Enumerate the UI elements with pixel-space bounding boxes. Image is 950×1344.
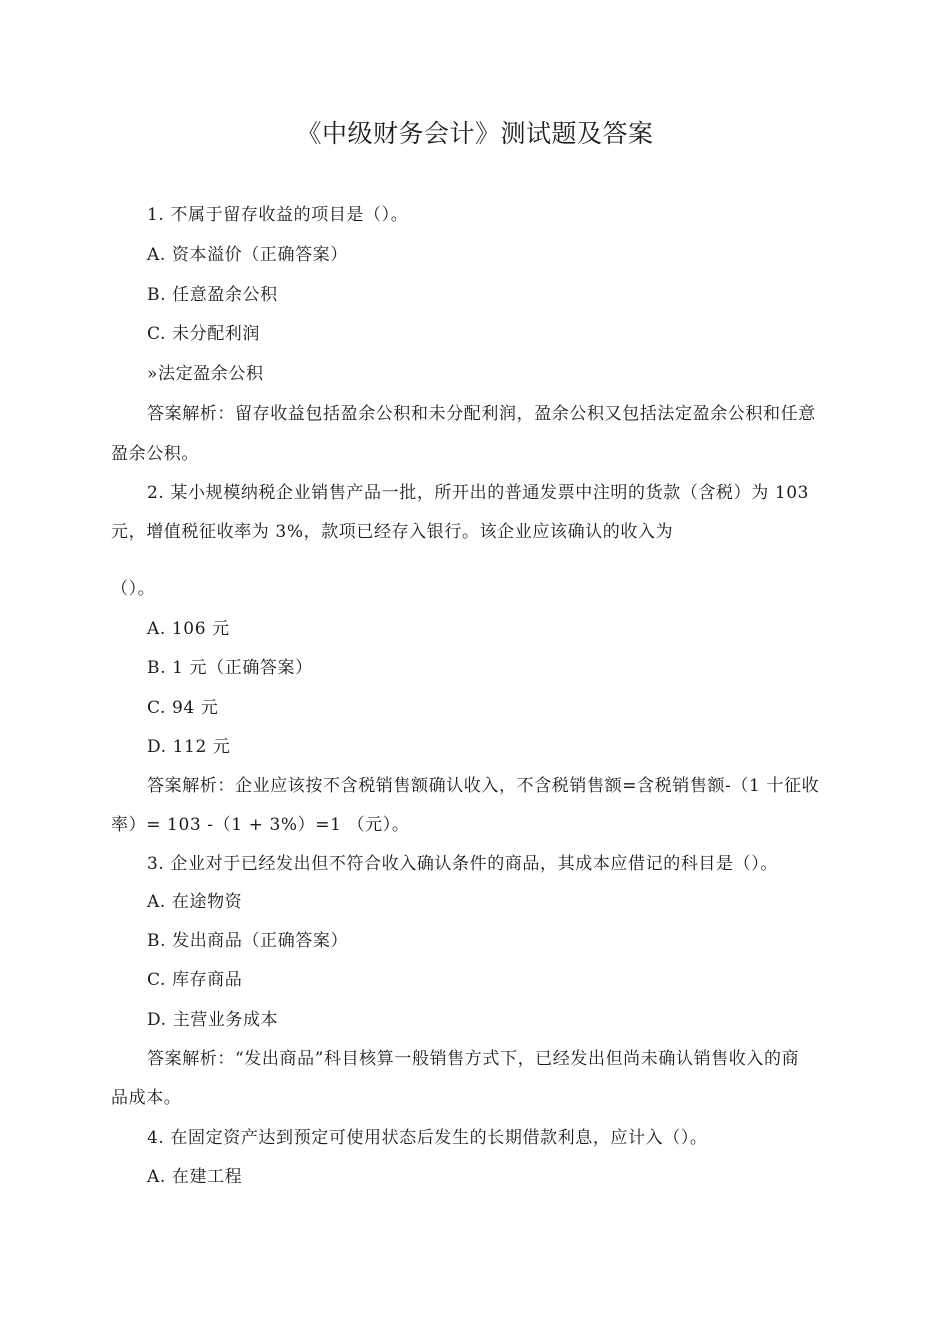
question-1-option-a: A. 资本溢价（正确答案）	[147, 245, 348, 265]
question-2-stem-cont: 元，增值税征收率为 3%，款项已经存入银行。该企业应该确认的收入为	[111, 522, 674, 542]
question-2-option-d: D. 112 元	[147, 737, 231, 757]
question-1-stem: 1. 不属于留存收益的项目是（）。	[147, 205, 409, 225]
question-2-explanation-cont: 率）= 103 -（1 + 3%）=1 （元）。	[111, 815, 410, 835]
question-2-option-c: C. 94 元	[147, 698, 219, 718]
document-title: 《中级财务会计》测试题及答案	[296, 119, 654, 148]
question-2-stem-end: （）。	[111, 579, 156, 599]
question-3-option-c: C. 库存商品	[147, 970, 243, 990]
question-1-option-d: »法定盈余公积	[147, 364, 264, 384]
question-4-option-a: A. 在建工程	[147, 1167, 243, 1187]
question-2-stem: 2. 某小规模纳税企业销售产品一批，所开出的普通发票中注明的货款（含税）为 103	[147, 483, 810, 503]
question-3-explanation: 答案解析：“发出商品”科目核算一般销售方式下，已经发出但尚未确认销售收入的商	[147, 1049, 800, 1069]
question-3-option-b: B. 发出商品（正确答案）	[147, 931, 349, 951]
question-1-explanation-cont: 盈余公积。	[111, 444, 199, 464]
question-1-option-c: C. 未分配利润	[147, 324, 261, 344]
question-4-stem: 4. 在固定资产达到预定可使用状态后发生的长期借款利息，应计入（）。	[147, 1128, 708, 1148]
question-2-explanation: 答案解析：企业应该按不含税销售额确认收入，不含税销售额=含税销售额-（1 十征收	[147, 776, 820, 796]
question-1-option-b: B. 任意盈余公积	[147, 285, 278, 305]
question-2-option-b: B. 1 元（正确答案）	[147, 658, 313, 678]
question-3-stem: 3. 企业对于已经发出但不符合收入确认条件的商品，其成本应借记的科目是（）。	[147, 854, 778, 874]
question-1-explanation: 答案解析：留存收益包括盈余公积和未分配利润，盈余公积又包括法定盈余公积和任意	[147, 404, 816, 424]
question-3-option-d: D. 主营业务成本	[147, 1010, 279, 1030]
question-3-option-a: A. 在途物资	[147, 892, 243, 912]
question-3-explanation-cont: 品成本。	[111, 1088, 182, 1108]
question-2-option-a: A. 106 元	[147, 619, 230, 639]
